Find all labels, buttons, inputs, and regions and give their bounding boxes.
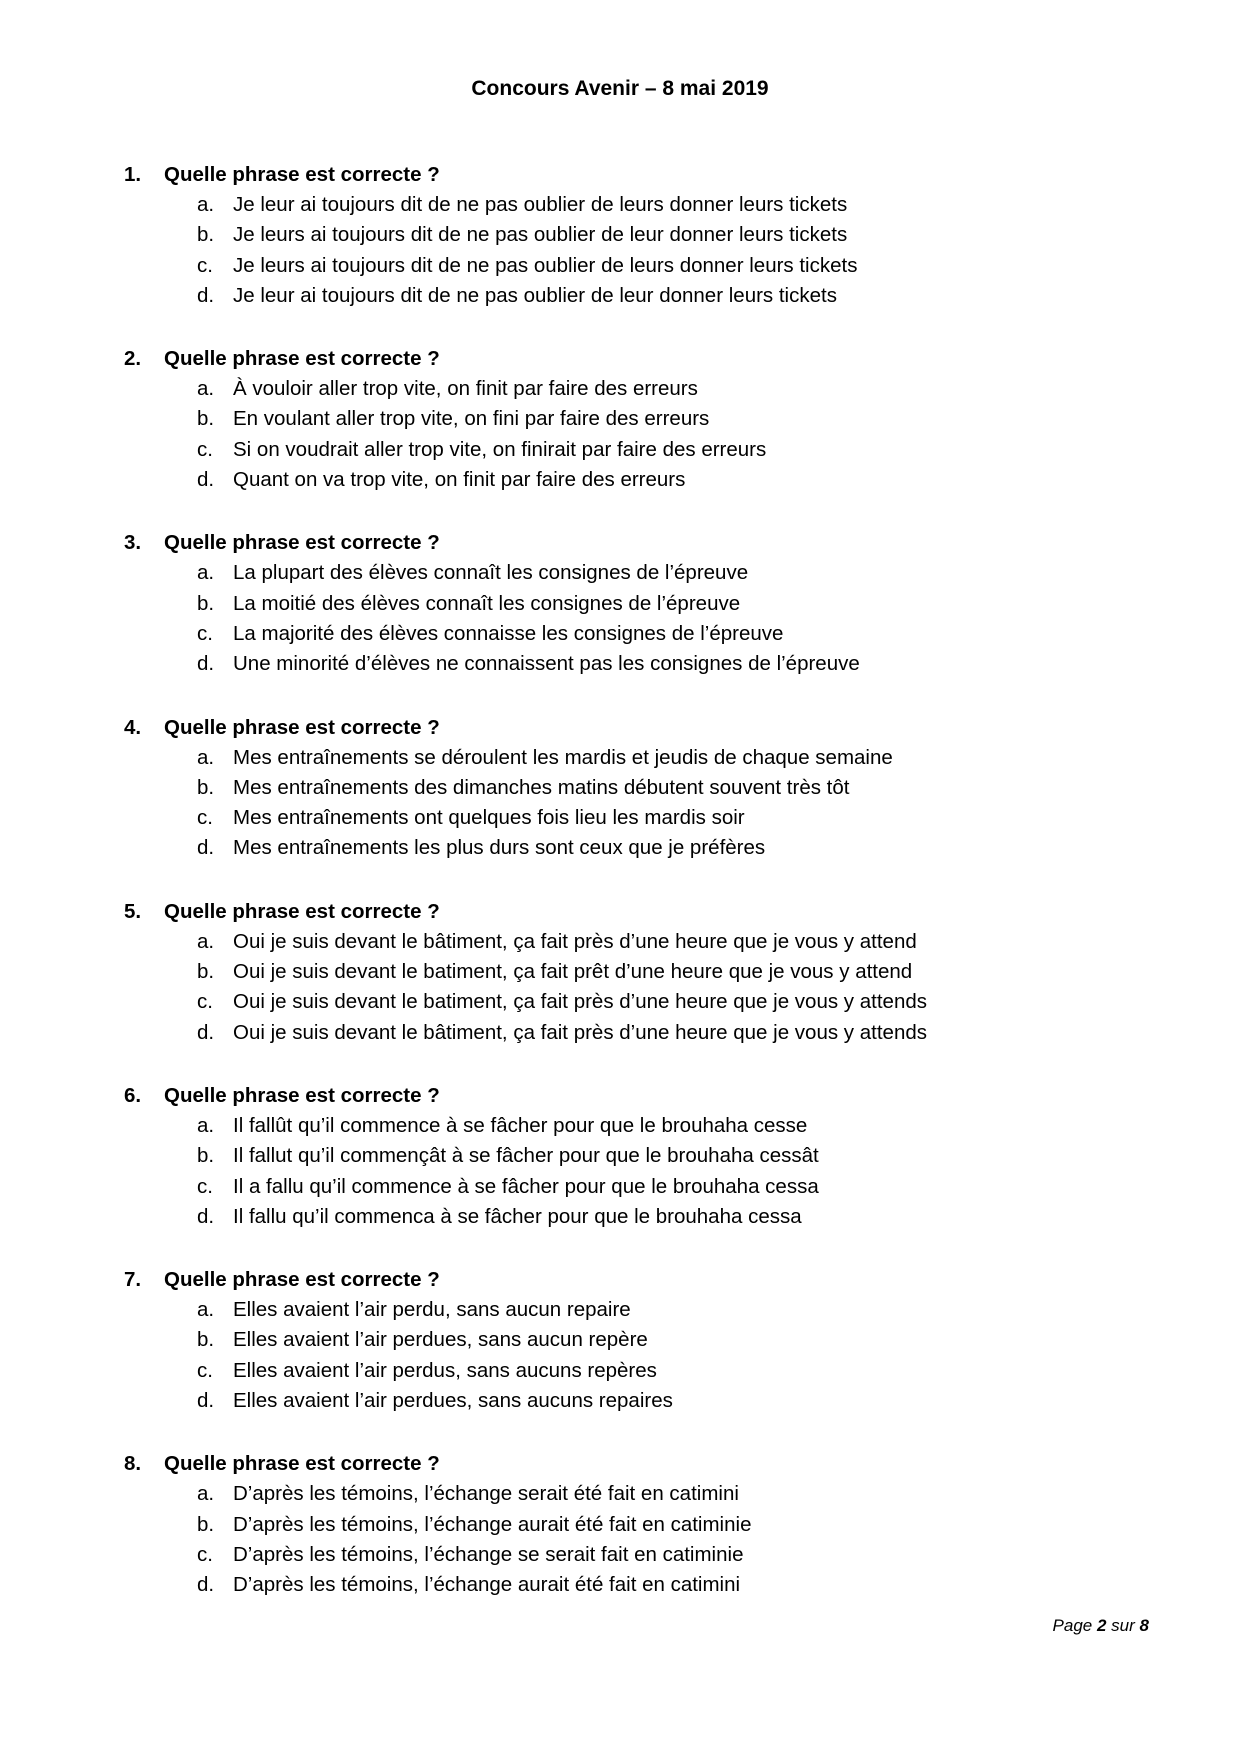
option-text: Si on voudrait aller trop vite, on finirait par faire des erreurs bbox=[233, 437, 767, 461]
option-letter: a. bbox=[197, 561, 215, 585]
option-text: Quant on va trop vite, on finit par faire des erreurs bbox=[233, 468, 686, 492]
option-text: La plupart des élèves connaît les consignes de l’épreuve bbox=[233, 561, 749, 585]
of-word: sur bbox=[1111, 1616, 1135, 1635]
answer-options bbox=[124, 1111, 1124, 1232]
option-letter: b. bbox=[197, 1512, 215, 1536]
option-letter: b. bbox=[197, 1144, 215, 1168]
question-number: 7. bbox=[124, 1268, 142, 1292]
option-letter: d. bbox=[197, 468, 215, 492]
page-title: Concours Avenir – 8 mai 2019 bbox=[471, 77, 769, 100]
question-2 bbox=[124, 344, 1124, 495]
answer-option bbox=[124, 1510, 1124, 1540]
question-heading bbox=[124, 1265, 1124, 1295]
option-text: Je leur ai toujours dit de ne pas oublier de leurs donner leurs tickets bbox=[233, 193, 848, 216]
option-text: Mes entraînements des dimanches matins débutent souvent très tôt bbox=[233, 775, 850, 799]
answer-option bbox=[124, 773, 1124, 803]
question-number: 8. bbox=[124, 1452, 142, 1476]
option-letter: c. bbox=[197, 253, 213, 277]
option-text: D’après les témoins, l’échange aurait été fait en catiminie bbox=[233, 1512, 752, 1536]
question-prompt: Quelle phrase est correcte ? bbox=[164, 1083, 440, 1107]
option-letter: b. bbox=[197, 407, 215, 431]
question-5 bbox=[124, 897, 1124, 1048]
option-letter: d. bbox=[197, 283, 215, 307]
option-letter: c. bbox=[197, 1542, 213, 1566]
option-letter: b. bbox=[197, 223, 215, 247]
answer-option bbox=[124, 281, 1124, 311]
answer-option bbox=[124, 1570, 1124, 1600]
question-1 bbox=[124, 160, 1124, 311]
option-letter: c. bbox=[197, 1174, 213, 1198]
answer-option bbox=[124, 1202, 1124, 1232]
option-letter: b. bbox=[197, 1328, 215, 1352]
question-prompt: Quelle phrase est correcte ? bbox=[164, 715, 440, 739]
question-3 bbox=[124, 528, 1124, 679]
option-text: Mes entraînements se déroulent les mardis et jeudis de chaque semaine bbox=[233, 745, 893, 769]
answer-option bbox=[124, 1325, 1124, 1355]
answer-options bbox=[124, 374, 1124, 495]
option-letter: b. bbox=[197, 591, 215, 615]
question-number: 3. bbox=[124, 531, 142, 555]
answer-option bbox=[124, 1295, 1124, 1325]
answer-option bbox=[124, 619, 1124, 649]
option-letter: b. bbox=[197, 775, 215, 799]
question-6 bbox=[124, 1081, 1124, 1232]
option-letter: a. bbox=[197, 1113, 215, 1137]
answer-options bbox=[124, 743, 1124, 864]
question-heading bbox=[124, 160, 1124, 190]
answer-option bbox=[124, 1540, 1124, 1570]
question-number: 4. bbox=[124, 715, 142, 739]
answer-options bbox=[124, 558, 1124, 679]
question-prompt: Quelle phrase est correcte ? bbox=[164, 347, 440, 371]
page-word: Page bbox=[1052, 1616, 1093, 1635]
answer-option bbox=[124, 803, 1124, 833]
answer-option bbox=[124, 465, 1124, 495]
answer-options bbox=[124, 1479, 1124, 1600]
option-letter: d. bbox=[197, 836, 215, 860]
option-text: Je leurs ai toujours dit de ne pas oublier de leur donner leurs tickets bbox=[233, 223, 848, 247]
question-heading bbox=[124, 1081, 1124, 1111]
question-heading bbox=[124, 713, 1124, 743]
option-text: Il fallût qu’il commence à se fâcher pour que le brouhaha cesse bbox=[233, 1113, 808, 1137]
answer-option bbox=[124, 220, 1124, 250]
answer-option bbox=[124, 1386, 1124, 1416]
answer-option bbox=[124, 1479, 1124, 1509]
answer-option bbox=[124, 833, 1124, 863]
option-text: Elles avaient l’air perdus, sans aucuns repères bbox=[233, 1358, 657, 1382]
total-pages: 8 bbox=[1139, 1616, 1149, 1635]
answer-option bbox=[124, 649, 1124, 679]
option-text: Mes entraînements les plus durs sont ceux que je préfères bbox=[233, 836, 766, 860]
option-letter: a. bbox=[197, 745, 215, 769]
question-prompt: Quelle phrase est correcte ? bbox=[164, 1452, 440, 1476]
option-text: Il fallut qu’il commençât à se fâcher pour que le brouhaha cessât bbox=[233, 1144, 819, 1168]
option-text: D’après les témoins, l’échange aurait été fait en catimini bbox=[233, 1573, 741, 1597]
answer-option bbox=[124, 1111, 1124, 1141]
question-list bbox=[124, 160, 1124, 1634]
option-letter: a. bbox=[197, 193, 215, 216]
question-number: 6. bbox=[124, 1083, 142, 1107]
option-letter: a. bbox=[197, 1298, 215, 1322]
option-text: Je leur ai toujours dit de ne pas oublier de leur donner leurs tickets bbox=[233, 283, 837, 307]
answer-option bbox=[124, 404, 1124, 434]
option-text: D’après les témoins, l’échange se serait fait en catiminie bbox=[233, 1542, 744, 1566]
option-text: Elles avaient l’air perdues, sans aucuns repaires bbox=[233, 1389, 673, 1413]
option-letter: c. bbox=[197, 990, 213, 1014]
option-letter: d. bbox=[197, 1204, 215, 1228]
answer-option bbox=[124, 251, 1124, 281]
page-number bbox=[1053, 1614, 1149, 1638]
answer-option bbox=[124, 927, 1124, 957]
answer-option bbox=[124, 743, 1124, 773]
option-text: Il fallu qu’il commenca à se fâcher pour que le brouhaha cessa bbox=[233, 1204, 802, 1228]
option-text: Oui je suis devant le batiment, ça fait près d’une heure que je vous y attends bbox=[233, 990, 927, 1014]
answer-option bbox=[124, 1172, 1124, 1202]
question-4 bbox=[124, 713, 1124, 864]
answer-option bbox=[124, 1018, 1124, 1048]
option-text: Elles avaient l’air perdu, sans aucun repaire bbox=[233, 1298, 631, 1322]
option-letter: d. bbox=[197, 1573, 215, 1597]
answer-option bbox=[124, 1356, 1124, 1386]
question-heading bbox=[124, 1449, 1124, 1479]
option-text: La moitié des élèves connaît les consignes de l’épreuve bbox=[233, 591, 741, 615]
option-text: À vouloir aller trop vite, on finit par faire des erreurs bbox=[233, 377, 698, 401]
question-prompt: Quelle phrase est correcte ? bbox=[164, 163, 440, 186]
option-text: Oui je suis devant le bâtiment, ça fait près d’une heure que je vous y attends bbox=[233, 1020, 927, 1044]
option-letter: d. bbox=[197, 1389, 215, 1413]
option-text: La majorité des élèves connaisse les consignes de l’épreuve bbox=[233, 621, 784, 645]
option-text: D’après les témoins, l’échange serait été fait en catimini bbox=[233, 1482, 739, 1506]
answer-options bbox=[124, 190, 1124, 311]
question-heading bbox=[124, 897, 1124, 927]
option-text: Je leurs ai toujours dit de ne pas oublier de leurs donner leurs tickets bbox=[233, 253, 858, 277]
option-text: Oui je suis devant le bâtiment, ça fait près d’une heure que je vous y attend bbox=[233, 929, 917, 953]
answer-option bbox=[124, 1141, 1124, 1171]
option-letter: c. bbox=[197, 1358, 213, 1382]
answer-options bbox=[124, 1295, 1124, 1416]
option-text: Il a fallu qu’il commence à se fâcher pour que le brouhaha cessa bbox=[233, 1174, 819, 1198]
answer-options bbox=[124, 927, 1124, 1048]
answer-option bbox=[124, 589, 1124, 619]
answer-option bbox=[124, 190, 1124, 220]
option-text: Mes entraînements ont quelques fois lieu les mardis soir bbox=[233, 806, 745, 830]
option-letter: d. bbox=[197, 1020, 215, 1044]
option-letter: c. bbox=[197, 437, 213, 461]
option-letter: a. bbox=[197, 929, 215, 953]
option-letter: d. bbox=[197, 652, 215, 676]
question-number: 5. bbox=[124, 899, 142, 923]
option-letter: b. bbox=[197, 960, 215, 984]
option-letter: a. bbox=[197, 377, 215, 401]
option-letter: a. bbox=[197, 1482, 215, 1506]
question-7 bbox=[124, 1265, 1124, 1416]
question-heading bbox=[124, 344, 1124, 374]
question-8 bbox=[124, 1449, 1124, 1600]
answer-option bbox=[124, 957, 1124, 987]
option-letter: c. bbox=[197, 806, 213, 830]
option-text: Une minorité d’élèves ne connaissent pas les consignes de l’épreuve bbox=[233, 652, 860, 676]
option-text: Elles avaient l’air perdues, sans aucun repère bbox=[233, 1328, 648, 1352]
question-number: 1. bbox=[124, 163, 142, 186]
option-letter: c. bbox=[197, 621, 213, 645]
question-heading bbox=[124, 528, 1124, 558]
question-number: 2. bbox=[124, 347, 142, 371]
answer-option bbox=[124, 374, 1124, 404]
option-text: En voulant aller trop vite, on fini par faire des erreurs bbox=[233, 407, 710, 431]
answer-option bbox=[124, 435, 1124, 465]
current-page: 2 bbox=[1096, 1616, 1107, 1635]
question-prompt: Quelle phrase est correcte ? bbox=[164, 531, 440, 555]
question-prompt: Quelle phrase est correcte ? bbox=[164, 899, 440, 923]
question-prompt: Quelle phrase est correcte ? bbox=[164, 1268, 440, 1292]
answer-option bbox=[124, 558, 1124, 588]
option-text: Oui je suis devant le batiment, ça fait prêt d’une heure que je vous y attend bbox=[233, 960, 913, 984]
answer-option bbox=[124, 987, 1124, 1017]
